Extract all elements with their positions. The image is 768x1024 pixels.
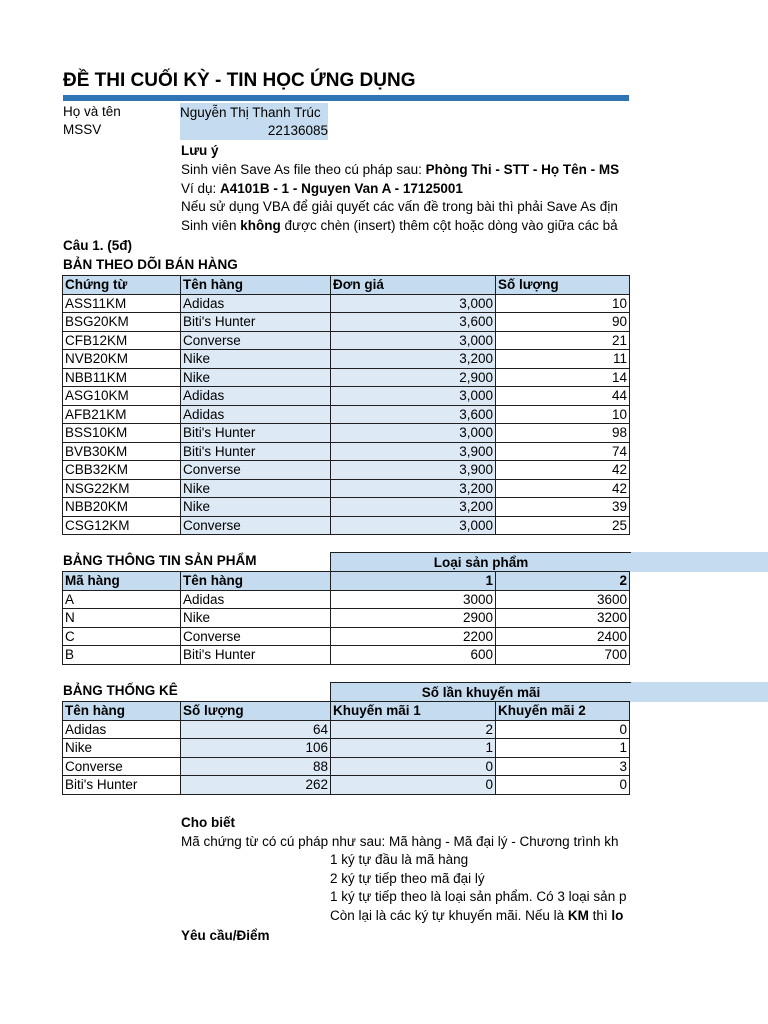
sales-cell[interactable]: ASG10KM [63,387,181,406]
sales-cell[interactable]: Biti's Hunter [181,424,331,443]
products-cell[interactable]: Adidas [181,590,331,609]
products-cell[interactable]: 2400 [496,627,630,646]
sales-cell[interactable]: 3,900 [331,461,496,480]
stats-header-cell[interactable]: Khuyến mãi 1 [331,702,496,721]
table-row [63,461,630,480]
info-line4: 1 ký tự tiếp theo là loại sản phẩm. Có 3 loại sản p [330,889,627,904]
sales-cell[interactable]: BSG20KM [63,313,181,332]
notes-line4-bold: không [240,218,281,233]
products-cell[interactable]: N [63,609,181,628]
info-line1: Mã chứng từ có cú pháp như sau: Mã hàng - Mã đại lý - Chương trình kh [181,834,619,849]
question1-label: Câu 1. (5đ) [63,238,133,253]
sales-cell[interactable]: NBB11KM [63,368,181,387]
stats-cell[interactable]: Adidas [63,720,181,739]
sales-cell[interactable]: Converse [181,461,331,480]
table-row [63,350,630,369]
sales-header-cell[interactable]: Đơn giá [331,276,496,295]
sales-cell[interactable]: 39 [496,498,630,517]
sales-header-row [63,276,630,295]
table-row [63,405,630,424]
table-row [63,627,630,646]
sales-cell[interactable]: 3,200 [331,479,496,498]
table-row [63,387,630,406]
notes-line4-suffix: được chèn (insert) thêm cột hoặc dòng vào giữa các bả [280,218,618,233]
sales-cell[interactable]: CFB12KM [63,331,181,350]
table-row [63,646,630,665]
products-header-cell[interactable]: Tên hàng [181,572,331,591]
stats-header-cell[interactable]: Số lượng [181,702,331,721]
products-cell[interactable]: Nike [181,609,331,628]
products-band-overflow [631,552,768,572]
sales-cell[interactable]: 21 [496,331,630,350]
sales-cell[interactable]: Biti's Hunter [181,313,331,332]
stats-cell[interactable]: Biti's Hunter [63,776,181,795]
products-cell[interactable]: Converse [181,627,331,646]
table-row [63,424,630,443]
products-cell[interactable]: B [63,646,181,665]
products-cell[interactable]: Biti's Hunter [181,646,331,665]
table-row [63,757,630,776]
sales-cell[interactable]: NSG22KM [63,479,181,498]
sales-cell[interactable]: 3,000 [331,331,496,350]
stats-band-overflow [631,682,768,702]
requirements-heading: Yêu cầu/Điểm [181,928,270,943]
id-cell[interactable] [180,121,328,140]
sales-cell[interactable]: AFB21KM [63,405,181,424]
table-row [63,590,630,609]
products-header-cell[interactable]: 2 [496,572,630,591]
title-rule [63,95,629,101]
sales-cell[interactable]: Nike [181,479,331,498]
stats-cell[interactable]: 1 [331,739,496,758]
sales-header-cell[interactable]: Chứng từ [63,276,181,295]
notes-line1 [181,162,629,177]
stats-band-header [330,682,631,702]
stats-band-label: Số lần khuyến mãi [421,685,541,700]
products-band-label: Loại sản phẩm [433,555,529,570]
products-cell[interactable]: 600 [331,646,496,665]
sales-cell[interactable]: 3,200 [331,350,496,369]
sales-cell[interactable]: Adidas [181,405,331,424]
sales-table [62,275,630,535]
notes-line1-text: Sinh viên Save As file theo cú pháp sau: [181,162,426,177]
table-row [63,368,630,387]
stats-cell[interactable]: 88 [181,757,331,776]
name-value: Nguyễn Thị Thanh Trúc [180,105,321,120]
products-cell[interactable]: 700 [496,646,630,665]
stats-header-cell[interactable]: Khuyến mãi 2 [496,702,630,721]
stats-cell[interactable]: 0 [331,757,496,776]
sales-cell[interactable]: 3,600 [331,313,496,332]
products-cell[interactable]: 2200 [331,627,496,646]
notes-line3: Nếu sử dụng VBA để giải quyết các vấn đề trong bài thì phải Save As địn [181,199,618,214]
table-row [63,479,630,498]
table-row [63,331,630,350]
sales-cell[interactable]: 3,000 [331,516,496,535]
notes-line4 [181,218,629,233]
stats-cell[interactable]: 0 [331,776,496,795]
sales-cell[interactable]: Converse [181,331,331,350]
info-line2: 1 ký tự đầu là mã hàng [330,852,469,867]
sales-cell[interactable]: Adidas [181,294,331,313]
notes-line1-bold: Phòng Thi - STT - Họ Tên - MS [425,162,620,177]
stats-cell[interactable]: 64 [181,720,331,739]
sales-cell[interactable]: 14 [496,368,630,387]
sales-cell[interactable]: BSS10KM [63,424,181,443]
table-row [63,776,630,795]
sales-cell[interactable]: 42 [496,461,630,480]
stats-cell[interactable]: Converse [63,757,181,776]
table-row [63,498,630,517]
id-value: 22136085 [267,123,328,138]
table-row [63,609,630,628]
name-cell[interactable] [180,103,328,122]
sales-cell[interactable]: 3,000 [331,294,496,313]
stats-cell[interactable]: 0 [496,720,630,739]
stats-cell[interactable]: 262 [181,776,331,795]
page-title: ĐỀ THI CUỐI KỲ - TIN HỌC ỨNG DỤNG [63,70,416,91]
sales-cell[interactable]: Nike [181,350,331,369]
info-line3: 2 ký tự tiếp theo mã đại lý [330,871,485,886]
sales-cell[interactable]: Nike [181,368,331,387]
sales-header-cell[interactable]: Số lượng [496,276,630,295]
products-cell[interactable]: 3000 [331,590,496,609]
sales-cell[interactable]: ASS11KM [63,294,181,313]
sales-header-cell[interactable]: Tên hàng [181,276,331,295]
table-row [63,442,630,461]
products-cell[interactable]: A [63,590,181,609]
sales-cell[interactable]: Biti's Hunter [181,442,331,461]
info-line5-bold: KM [567,908,589,923]
notes-line2-bold: A4101B - 1 - Nguyen Van A - 17125001 [220,181,463,196]
products-table [62,571,630,665]
name-label: Họ và tên [63,104,121,119]
info-heading: Cho biết [181,815,235,830]
stats-cell[interactable]: 106 [181,739,331,758]
sales-cell[interactable]: CBB32KM [63,461,181,480]
sales-cell[interactable]: 10 [496,405,630,424]
sales-cell[interactable]: 42 [496,479,630,498]
sales-cell[interactable]: NVB20KM [63,350,181,369]
products-cell[interactable]: 2900 [331,609,496,628]
stats-cell[interactable]: 3 [496,757,630,776]
sales-cell[interactable]: 2,900 [331,368,496,387]
sales-cell[interactable]: Adidas [181,387,331,406]
stats-header-cell[interactable]: Tên hàng [63,702,181,721]
products-cell[interactable]: C [63,627,181,646]
products-cell[interactable]: 3600 [496,590,630,609]
sales-cell[interactable]: 98 [496,424,630,443]
sales-cell[interactable]: 3,200 [331,498,496,517]
id-label: MSSV [63,122,102,137]
notes-line2-text: Ví dụ: [181,181,221,196]
table-row [63,739,630,758]
info-line5-mid: thì [588,908,612,923]
stats-header-row [63,702,630,721]
stats-title: BẢNG THỐNG KÊ [63,683,178,698]
stats-cell[interactable]: Nike [63,739,181,758]
products-header-row [63,572,630,591]
notes-line2 [181,181,629,196]
sales-title: BẢN THEO DÕI BÁN HÀNG [63,257,238,272]
products-header-cell[interactable]: 1 [331,572,496,591]
stats-cell[interactable]: 2 [331,720,496,739]
sales-cell[interactable]: Nike [181,498,331,517]
table-row [63,313,630,332]
sales-cell[interactable]: 44 [496,387,630,406]
sales-cell[interactable]: 90 [496,313,630,332]
products-cell[interactable]: 3200 [496,609,630,628]
sales-cell[interactable]: Converse [181,516,331,535]
products-title: BẢNG THÔNG TIN SẢN PHẨM [63,553,257,568]
sales-cell[interactable]: NBB20KM [63,498,181,517]
stats-table [62,701,630,795]
stats-cell[interactable]: 1 [496,739,630,758]
table-row [63,516,630,535]
info-line5-bold2: lo [611,908,624,923]
sales-cell[interactable]: 10 [496,294,630,313]
notes-line4-text: Sinh viên [181,218,241,233]
table-row [63,294,630,313]
table-row [63,720,630,739]
info-line5 [330,908,629,923]
stats-cell[interactable]: 0 [496,776,630,795]
sales-cell[interactable]: 3,000 [331,424,496,443]
sales-cell[interactable]: BVB30KM [63,442,181,461]
notes-heading: Lưu ý [181,143,219,158]
sales-cell[interactable]: 3,900 [331,442,496,461]
sales-cell[interactable]: 74 [496,442,630,461]
sales-cell[interactable]: 3,000 [331,387,496,406]
sales-cell[interactable]: 11 [496,350,630,369]
products-header-cell[interactable]: Mã hàng [63,572,181,591]
sales-cell[interactable]: 25 [496,516,630,535]
sales-cell[interactable]: CSG12KM [63,516,181,535]
info-line5-text: Còn lại là các ký tự khuyến mãi. Nếu là [330,908,568,923]
products-band-header [330,552,631,572]
sales-cell[interactable]: 3,600 [331,405,496,424]
